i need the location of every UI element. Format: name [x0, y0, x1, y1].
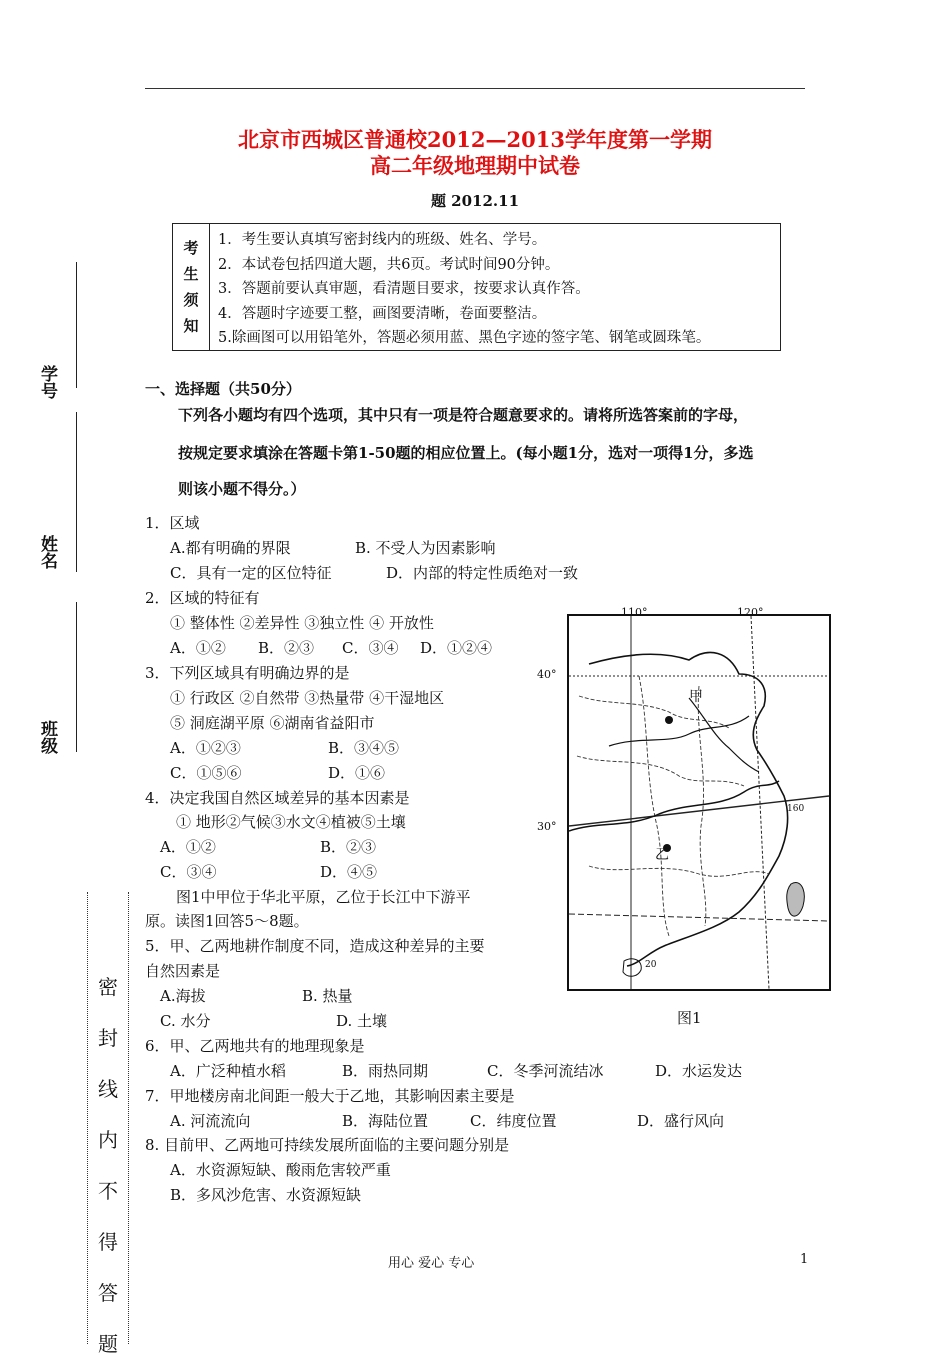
q8-option-a[interactable]: A．水资源短缺、酸雨危害较严重	[170, 1161, 391, 1179]
page-number: 1	[800, 1252, 809, 1267]
side-fields	[30, 0, 90, 800]
q1-option-a[interactable]: A.都有明确的界限	[170, 539, 291, 557]
q3-items-2: ⑤ 洞庭湖平原 ⑥湖南省益阳市	[170, 714, 375, 732]
q5-option-c[interactable]: C. 水分	[160, 1012, 211, 1030]
jia-marker	[665, 716, 673, 724]
q7-option-c[interactable]: C．纬度位置	[470, 1112, 557, 1130]
seal-char: 封	[98, 1026, 118, 1050]
q8-option-b[interactable]: B．多风沙危害、水资源短缺	[170, 1186, 362, 1204]
q7-option-d[interactable]: D．盛行风向	[637, 1112, 725, 1130]
notice-item: 2．本试卷包括四道大题，共6页。考试时间90分钟。	[218, 256, 560, 273]
q2-option-a[interactable]: A．①②	[170, 639, 226, 657]
name-line[interactable]	[76, 412, 77, 572]
instruction-line: 则该小题不得分。）	[178, 480, 306, 498]
question-6-stem: 6．甲、乙两地共有的地理现象是	[145, 1037, 365, 1055]
figure-1-caption: 图1	[677, 1009, 702, 1027]
yi-label: 乙	[655, 847, 669, 863]
figure-intro-line2: 原。读图1回答5～8题。	[145, 912, 309, 930]
instruction-line: 按规定要求填涂在答题卡第1-50题的相应位置上。(每小题1分，选对一项得1分，多选	[178, 444, 754, 462]
lat-40-label: 40°	[537, 668, 557, 681]
question-5-stem-line1: 5．甲、乙两地耕作制度不同，造成这种差异的主要	[145, 937, 485, 955]
q6-option-a[interactable]: A．广泛种植水稻	[170, 1062, 286, 1080]
map-drawing	[569, 616, 829, 989]
jia-label: 甲	[689, 689, 703, 705]
q2-option-b[interactable]: B．②③	[258, 639, 315, 657]
class-line[interactable]	[76, 602, 77, 752]
q5-option-a[interactable]: A.海拔	[160, 987, 206, 1005]
instruction-line: 下列各小题均有四个选项，其中只有一项是符合题意要求的。请将所选答案前的字母，	[178, 406, 749, 424]
q3-option-b[interactable]: B．③④⑤	[328, 739, 400, 757]
question-1-stem: 1．区域	[145, 514, 200, 532]
seal-char: 密	[98, 975, 118, 999]
notice-list	[218, 228, 710, 351]
q6-option-d[interactable]: D．水运发达	[655, 1062, 743, 1080]
q6-option-b[interactable]: B．雨热同期	[342, 1062, 429, 1080]
header-rule	[145, 88, 805, 89]
seal-char: 内	[98, 1128, 118, 1152]
q1-option-b[interactable]: B. 不受人为因素影响	[355, 539, 496, 557]
seal-text	[88, 962, 128, 1370]
notice-heading	[173, 224, 210, 350]
q1-option-c[interactable]: C．具有一定的区位特征	[170, 564, 332, 582]
border	[698, 686, 706, 926]
class-label: 班级	[37, 720, 57, 754]
border	[639, 676, 669, 936]
yellow-river	[609, 716, 749, 746]
seal-char: 不	[98, 1179, 118, 1203]
section-title: 一、选择题（共50分）	[145, 380, 301, 398]
exam-date: 题 2012.11	[430, 192, 520, 210]
seal-char: 线	[98, 1077, 118, 1101]
q4-option-b[interactable]: B．②③	[320, 838, 377, 856]
q2-items: ① 整体性 ②差异性 ③独立性 ④ 开放性	[170, 614, 434, 632]
notice-heading-char: 考	[183, 239, 199, 257]
q7-option-a[interactable]: A. 河流流向	[170, 1112, 251, 1130]
page-title-line2: 高二年级地理期中试卷	[370, 153, 580, 178]
notice-heading-char: 生	[183, 265, 199, 283]
border	[579, 696, 729, 728]
notice-heading-char: 须	[183, 291, 199, 309]
name-label: 姓名	[37, 535, 57, 569]
q3-option-d[interactable]: D．①⑥	[328, 764, 386, 782]
footer-motto: 用心 爱心 专心	[388, 1256, 475, 1271]
seal-char: 得	[98, 1230, 118, 1254]
question-4-stem: 4．决定我国自然区域差异的基本因素是	[145, 789, 410, 807]
taiwan-island	[787, 883, 805, 917]
q3-option-c[interactable]: C．①⑤⑥	[170, 764, 242, 782]
notice-item: 3．答题前要认真审题，看清题目要求，按要求认真作答。	[218, 281, 590, 297]
q7-option-b[interactable]: B．海陆位置	[342, 1112, 429, 1130]
notice-heading-char: 知	[183, 317, 199, 335]
seal-line-strip	[87, 892, 129, 1356]
seal-char: 答	[98, 1281, 118, 1305]
tropic-line	[569, 914, 829, 921]
q3-items-1: ① 行政区 ②自然带 ③热量带 ④干湿地区	[170, 689, 445, 707]
q2-option-d[interactable]: D．①②④	[420, 639, 493, 657]
q1-option-d[interactable]: D．内部的特定性质绝对一致	[386, 564, 579, 582]
q4-option-c[interactable]: C．③④	[160, 863, 217, 881]
meridian-120	[751, 616, 769, 989]
figure-intro-line1: 图1中甲位于华北平原，乙位于长江中下游平	[176, 888, 471, 906]
q4-option-d[interactable]: D．④⑤	[320, 863, 378, 881]
seal-char: 题	[98, 1332, 118, 1356]
student-id-label: 学号	[37, 365, 57, 399]
lon-110-label: 110°	[621, 606, 648, 619]
figure-1-map	[537, 606, 831, 991]
page-title-line1: 北京市西城区普通校2012—2013学年度第一学期	[238, 127, 712, 152]
q4-option-a[interactable]: A．①②	[160, 838, 216, 856]
lat-30-label: 30°	[537, 820, 557, 833]
question-2-stem: 2．区域的特征有	[145, 589, 260, 607]
mark-160-label: 160	[787, 804, 805, 814]
notice-item: 1．考生要认真填写密封线内的班级、姓名、学号。	[218, 232, 547, 248]
hainan-island	[623, 959, 641, 976]
lon-120-label: 120°	[737, 606, 764, 619]
exam-notice-box	[172, 223, 781, 351]
q5-option-d[interactable]: D. 土壤	[336, 1012, 388, 1030]
q4-items: ① 地形②气候③水文④植被⑤土壤	[176, 813, 406, 831]
q5-option-b[interactable]: B. 热量	[302, 987, 353, 1005]
q3-option-a[interactable]: A．①②③	[170, 739, 241, 757]
border	[589, 866, 769, 876]
q6-option-c[interactable]: C．冬季河流结冰	[487, 1062, 604, 1080]
question-5-stem-line2: 自然因素是	[145, 962, 221, 980]
mark-20-label: 20	[645, 960, 657, 970]
notice-item: 4．答题时字迹要工整，画图要清晰，卷面要整洁。	[218, 305, 547, 322]
q2-option-c[interactable]: C．③④	[342, 639, 399, 657]
border	[577, 756, 744, 786]
question-8-stem: 8. 目前甲、乙两地可持续发展所面临的主要问题分别是	[145, 1136, 510, 1154]
question-3-stem: 3．下列区域具有明确边界的是	[145, 664, 350, 682]
student-id-line[interactable]	[76, 262, 77, 388]
notice-item: 5.除画图可以用铅笔外，答题必须用蓝、黑色字迹的签字笔、钢笔或圆珠笔。	[218, 330, 711, 346]
question-7-stem: 7．甲地楼房南北间距一般大于乙地，其影响因素主要是	[145, 1087, 515, 1105]
